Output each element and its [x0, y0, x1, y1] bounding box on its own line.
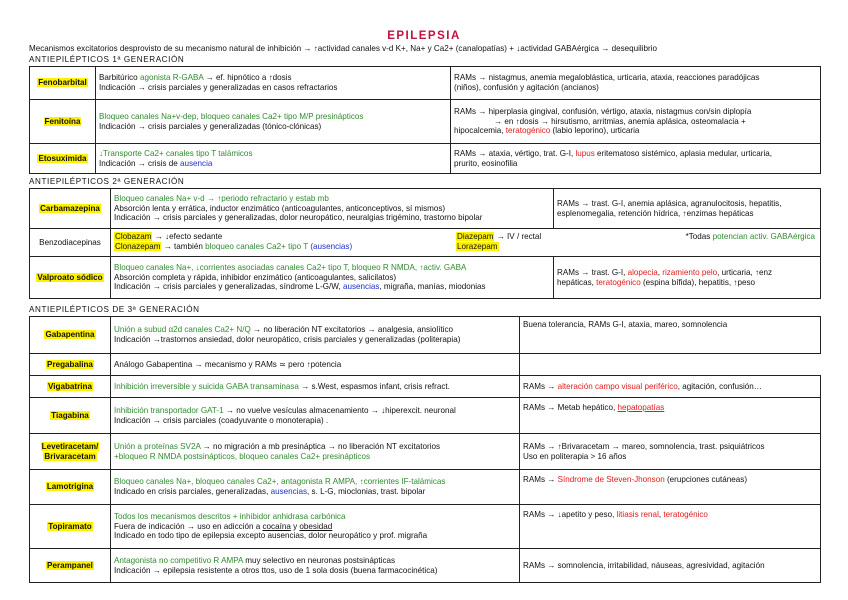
rams-cell: Buena tolerancia, RAMs G-I, ataxia, mareo, somnolencia	[520, 317, 821, 354]
drug-name: Gabapentina	[45, 330, 95, 340]
clonazepam-line: Clonazepam → también bloqueo canales Ca2+ tipo T (ausencias)	[115, 241, 353, 251]
table-gen1	[29, 66, 821, 174]
drug-name: Valproato sódico	[37, 272, 103, 282]
drug-name: Pregabalina	[47, 359, 93, 369]
mechanism-cell	[96, 100, 451, 144]
mechanism-line: Barbitúrico agonista R-GABA → ef. hipnótico a ↑dosis	[99, 73, 292, 83]
rams-cell: RAMs → somnolencia, irritabilidad, náuseas, agresividad, agitación	[520, 549, 821, 583]
table-gen3	[29, 316, 821, 583]
mechanism-cell: Bloqueo canales Na+, bloqueo canales Ca2+, antagonista R AMPA, ↑corrientes IF-talámicas Indicado en crisis parciales, generalizadas, ausencias, s. L-G, mioclonias, trast. bipolar	[111, 470, 520, 505]
drug-name-cell	[30, 67, 96, 100]
drug-name: Tiagabina	[51, 410, 89, 420]
indication-line: Indicación → crisis parciales y generalizadas en casos refractarios	[99, 83, 338, 92]
table-row	[30, 505, 821, 549]
page-title: EPILEPSIA	[387, 30, 461, 42]
drug-name-cell	[30, 470, 111, 505]
drug-name: Brivaracetam	[44, 451, 96, 461]
rams-cell: RAMs → Síndrome de Steven-Jhonson (erupciones cutáneas)	[520, 470, 821, 505]
drug-name-cell	[30, 229, 111, 257]
rams-cell: RAMs → trast. G-I, alopecia, rizamiento pelo, urticaria, ↑enz hepáticas, teratogénico (espina bífida), hepatitis, ↑peso	[554, 257, 821, 299]
rams-cell: RAMs → alteración campo visual periférico, agitación, confusión…	[520, 376, 821, 398]
mechanism-cell: Bloqueo canales Na+ v-d → ↑periodo refractario y estab mb Absorción lenta y errática, inductor enzimático (anticoagulantes, anticonceptivos, sí mismos) Indicación → crisis parciales y generalizadas, dolor neuropático, neuralgias trigémino, trastorno bipolar	[111, 189, 554, 229]
clobazam-line: Clobazam → ↓efecto sedante	[115, 231, 223, 241]
section-heading-gen3: ANTIEPILÉPTICOS DE 3ª GENERACIÓN	[29, 305, 200, 314]
drug-name: Fenobarbital	[38, 78, 87, 88]
indication-line: Indicación → crisis de ausencia	[99, 158, 213, 168]
benzo-note: *Todas potencian activ. GABAérgica	[685, 231, 815, 241]
drug-name: Benzodiacepinas	[39, 237, 101, 247]
drug-name: Vigabatrina	[48, 381, 92, 391]
drug-name-cell	[30, 317, 111, 354]
rams-cell: RAMs → Metab hepático, hepatopatías	[520, 398, 821, 434]
mechanism-cell: Inhibición transportador GAT-1 → no vuelve vesículas almacenamiento → ↓hiperexcit. neuronal Indicación → crisis parciales (coadyuvante o monoterapia) .	[111, 398, 520, 434]
drug-name-cell	[30, 376, 111, 398]
drug-name: Perampanel	[47, 560, 93, 570]
drug-name: Carbamazepina	[40, 203, 100, 213]
rams-cell: RAMs → trast. G-I, anemia aplásica, agranulocitosis, hepatitis, esplenomegalia, retención hídrica, ↑enzimas hepáticas	[554, 189, 821, 229]
table-row	[30, 257, 821, 299]
drug-name: Lamotrigina	[46, 482, 94, 492]
drug-name-cell	[30, 434, 111, 470]
drug-name-cell	[30, 100, 96, 144]
table-row	[30, 549, 821, 583]
table-gen2	[29, 188, 821, 299]
mechanism-cell: Unión a proteínas SV2A → no migración a mb presináptica → no liberación NT excitatorios +bloqueo R NMDA postsinápticos, bloqueo canales Ca2+ presinápticos	[111, 434, 520, 470]
mechanism-line: ↓Transporte Ca2+ canales tipo T talámicos	[99, 148, 253, 158]
table-row	[30, 100, 821, 144]
drug-name: Etosuximida	[38, 153, 87, 163]
table-row	[30, 67, 821, 100]
table-row	[30, 398, 821, 434]
drug-name-cell	[30, 549, 111, 583]
table-row	[30, 189, 821, 229]
drug-name-cell	[30, 144, 96, 174]
rams-cell: RAMs → hiperplasia gingival, confusión, vértigo, ataxia, nistagmus con/sin diplopía → en ↑dosis → hirsutismo, arritmias, anemia aplásica, osteomalacia + hipocalcemia, teratogénico (labio leporino), urticaria	[451, 100, 821, 144]
rams-cell	[520, 354, 821, 376]
diazepam-line: Diazepam → IV / rectal	[457, 231, 542, 241]
mechanism-cell	[96, 67, 451, 100]
drug-name: Topiramato	[48, 521, 92, 531]
mechanism-cell: Antagonista no competitivo R AMPA muy selectivo en neuronas postsinápticas Indicación → epilepsia resistente a otros ttos, uso de 1 sola dosis (buena farmacocinética)	[111, 549, 520, 583]
table-row	[30, 144, 821, 174]
mechanism-cell	[96, 144, 451, 174]
table-row	[30, 317, 821, 354]
drug-name: Levetiracetam/	[41, 441, 99, 451]
indication-line: Indicación → crisis parciales y generalizadas (tónico-clónicas)	[99, 121, 322, 131]
drug-name-cell	[30, 398, 111, 434]
mechanism-cell: Análogo Gabapentina → mecanismo y RAMs ≃ pero ↑potencia	[111, 354, 520, 376]
mechanism-cell: Todos los mecanismos descritos + inhibidor anhidrasa carbónica Fuera de indicación → uso en adicción a cocaína y obesidad Indicado en todo tipo de epilepsia excepto ausencias, dolor neuropático y prof. migraña	[111, 505, 520, 549]
rams-cell: RAMs → ↑Brivaracetam → mareo, somnolencia, trast. psiquiátricos Uso en politerapia > 16 años	[520, 434, 821, 470]
rams-cell: RAMs → ataxia, vértigo, trat. G-I, lupus eritematoso sistémico, aplasia medular, urticaria, prurito, eosinofilia	[451, 144, 821, 174]
mechanism-line: Bloqueo canales Na+v-dep, bloqueo canales Ca2+ tipo M/P presinápticos	[99, 111, 364, 121]
benzo-cell	[111, 229, 821, 257]
table-row	[30, 229, 821, 257]
mechanism-cell: Unión a subud α2d canales Ca2+ N/Q → no liberación NT excitatorios → analgesia, ansiolítico Indicación →trastornos ansiedad, dolor neuropático, crisis parciales y generalizadas (politerapia)	[111, 317, 520, 354]
intro-text: Mecanismos excitatorios desprovisto de su mecanismo natural de inhibición → ↑actividad canales v-d K+, Na+ y Ca2+ (canalopatías) + ↓actividad GABAérgica → desequilibrio	[29, 44, 658, 53]
drug-name-cell	[30, 257, 111, 299]
section-heading-gen1: ANTIEPILÉPTICOS 1ª GENERACIÓN	[29, 55, 185, 64]
table-row	[30, 376, 821, 398]
rams-cell: RAMs → nistagmus, anemia megaloblástica, urticaria, ataxia, reacciones paradójicas (niños), confusión y agitación (ancianos)	[451, 67, 821, 100]
drug-name-cell	[30, 354, 111, 376]
table-row	[30, 354, 821, 376]
rams-cell: RAMs → ↓apetito y peso, litiasis renal, teratogénico	[520, 505, 821, 549]
mechanism-cell: Inhibición irreversible y suicida GABA transaminasa → s.West, espasmos infant, crisis refract.	[111, 376, 520, 398]
mechanism-cell: Bloqueo canales Na+, ↓corrientes asociadas canales Ca2+ tipo T, bloqueo R NMDA, ↑activ. GABA Absorción completa y rápida, inhibidor enzimático (anticoagulantes, salicilatos) Indicación → crisis parciales y generalizadas, síndrome L-G/W, ausencias, migraña, manías, miodonias	[111, 257, 554, 299]
drug-name-cell	[30, 189, 111, 229]
table-row	[30, 470, 821, 505]
drug-name-cell	[30, 505, 111, 549]
drug-name: Fenitoína	[44, 116, 81, 126]
table-row	[30, 434, 821, 470]
lorazepam-line: Lorazepam	[457, 241, 498, 251]
section-heading-gen2: ANTIEPILÉPTICOS 2ª GENERACIÓN	[29, 177, 185, 186]
